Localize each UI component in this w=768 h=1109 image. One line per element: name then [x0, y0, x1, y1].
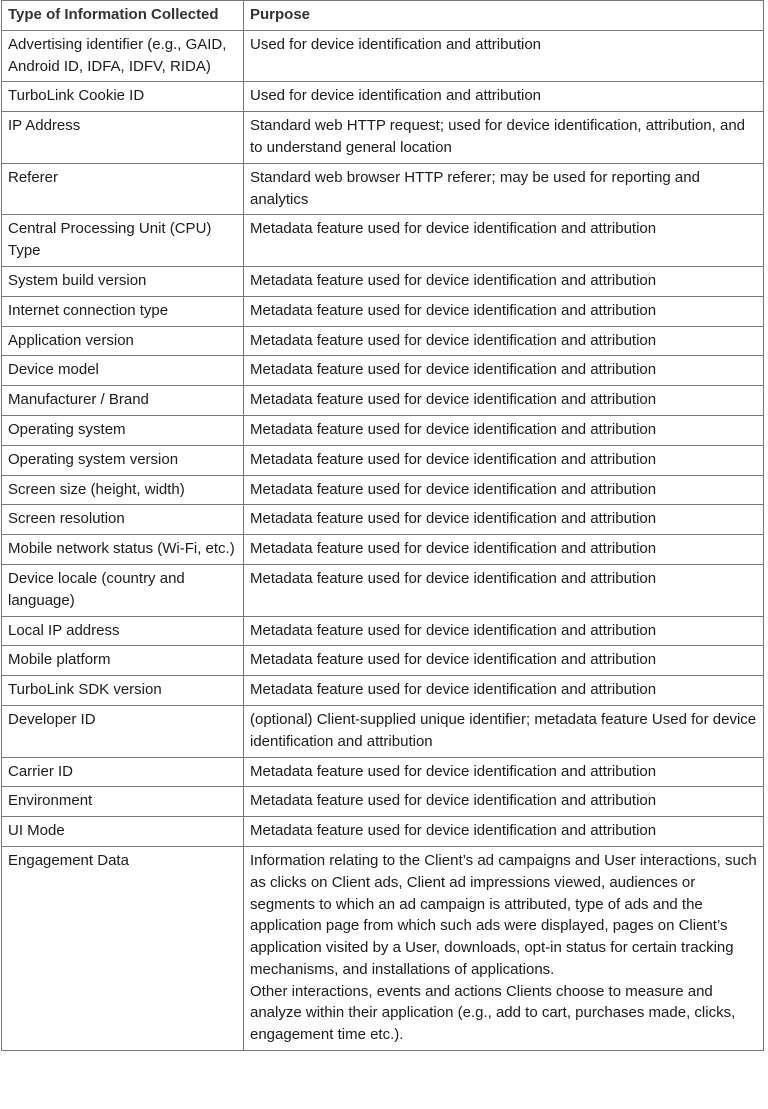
purpose-cell: (optional) Client-supplied unique identifier; metadata feature Used for device identification and attribution: [244, 705, 764, 757]
info-type-cell: Carrier ID: [2, 757, 244, 787]
header-row: [2, 1, 764, 31]
table-body: [2, 30, 764, 1050]
info-type-cell: Screen resolution: [2, 505, 244, 535]
table-row: [2, 445, 764, 475]
header-type: Type of Information Collected: [2, 1, 244, 31]
table-row: [2, 163, 764, 215]
table-row: [2, 82, 764, 112]
table-row: [2, 787, 764, 817]
purpose-cell: Metadata feature used for device identification and attribution: [244, 676, 764, 706]
table-row: [2, 846, 764, 1050]
purpose-cell: Metadata feature used for device identification and attribution: [244, 564, 764, 616]
info-type-cell: Manufacturer / Brand: [2, 386, 244, 416]
purpose-cell: Metadata feature used for device identification and attribution: [244, 646, 764, 676]
info-type-cell: Local IP address: [2, 616, 244, 646]
purpose-cell: Metadata feature used for device identification and attribution: [244, 386, 764, 416]
info-type-cell: System build version: [2, 266, 244, 296]
info-type-cell: TurboLink SDK version: [2, 676, 244, 706]
purpose-cell: Metadata feature used for device identification and attribution: [244, 266, 764, 296]
purpose-cell: Metadata feature used for device identification and attribution: [244, 757, 764, 787]
table-row: [2, 296, 764, 326]
info-type-cell: Environment: [2, 787, 244, 817]
table-row: [2, 112, 764, 164]
purpose-cell: Metadata feature used for device identification and attribution: [244, 326, 764, 356]
purpose-cell: Metadata feature used for device identification and attribution: [244, 787, 764, 817]
purpose-cell: Metadata feature used for device identification and attribution: [244, 215, 764, 267]
info-type-cell: Referer: [2, 163, 244, 215]
table-row: [2, 535, 764, 565]
data-collection-table: [1, 0, 764, 1051]
info-type-cell: Mobile platform: [2, 646, 244, 676]
table-row: [2, 817, 764, 847]
table-row: [2, 386, 764, 416]
purpose-paragraph: Information relating to the Client’s ad campaigns and User interactions, such as clicks on Client ads, Client ad impressions viewed, audiences or segments to which an ad campaign is attributed, type of ads and the application page from which such ads were displayed, pages on Client’s application visited by a User, downloads, opt-in status for certain tracking mechanisms, and installations of applications.: [250, 851, 757, 978]
info-type-cell: Developer ID: [2, 705, 244, 757]
purpose-cell: Metadata feature used for device identification and attribution: [244, 616, 764, 646]
purpose-cell: Metadata feature used for device identification and attribution: [244, 505, 764, 535]
purpose-cell: Metadata feature used for device identification and attribution: [244, 356, 764, 386]
info-type-cell: Device locale (country and language): [2, 564, 244, 616]
table-row: [2, 326, 764, 356]
table-row: [2, 505, 764, 535]
table-row: [2, 415, 764, 445]
purpose-cell: Metadata feature used for device identification and attribution: [244, 535, 764, 565]
purpose-cell: Metadata feature used for device identification and attribution: [244, 445, 764, 475]
info-type-cell: Advertising identifier (e.g., GAID, Android ID, IDFA, IDFV, RIDA): [2, 30, 244, 82]
info-type-cell: UI Mode: [2, 817, 244, 847]
purpose-cell: Metadata feature used for device identification and attribution: [244, 817, 764, 847]
purpose-cell: [244, 846, 764, 1050]
table-row: [2, 616, 764, 646]
table-row: [2, 564, 764, 616]
purpose-cell: Used for device identification and attribution: [244, 30, 764, 82]
info-type-cell: Operating system: [2, 415, 244, 445]
info-type-cell: Mobile network status (Wi-Fi, etc.): [2, 535, 244, 565]
info-type-cell: TurboLink Cookie ID: [2, 82, 244, 112]
info-type-cell: Engagement Data: [2, 846, 244, 1050]
purpose-cell: Standard web HTTP request; used for device identification, attribution, and to understand general location: [244, 112, 764, 164]
table-row: [2, 757, 764, 787]
table-row: [2, 475, 764, 505]
info-type-cell: Operating system version: [2, 445, 244, 475]
purpose-cell: Metadata feature used for device identification and attribution: [244, 415, 764, 445]
info-type-cell: Application version: [2, 326, 244, 356]
table-row: [2, 646, 764, 676]
purpose-cell: Used for device identification and attribution: [244, 82, 764, 112]
info-type-cell: Internet connection type: [2, 296, 244, 326]
info-type-cell: Screen size (height, width): [2, 475, 244, 505]
purpose-cell: Metadata feature used for device identification and attribution: [244, 475, 764, 505]
purpose-cell: Metadata feature used for device identification and attribution: [244, 296, 764, 326]
header-purpose: Purpose: [244, 1, 764, 31]
table-row: [2, 30, 764, 82]
table-row: [2, 215, 764, 267]
table-row: [2, 705, 764, 757]
table-row: [2, 356, 764, 386]
info-type-cell: IP Address: [2, 112, 244, 164]
info-type-cell: Device model: [2, 356, 244, 386]
info-type-cell: Central Processing Unit (CPU) Type: [2, 215, 244, 267]
table-row: [2, 676, 764, 706]
purpose-paragraph: Other interactions, events and actions Clients choose to measure and analyze within their application (e.g., add to cart, purchases made, clicks, engagement time etc.).: [250, 982, 736, 1044]
purpose-cell: Standard web browser HTTP referer; may be used for reporting and analytics: [244, 163, 764, 215]
table-row: [2, 266, 764, 296]
